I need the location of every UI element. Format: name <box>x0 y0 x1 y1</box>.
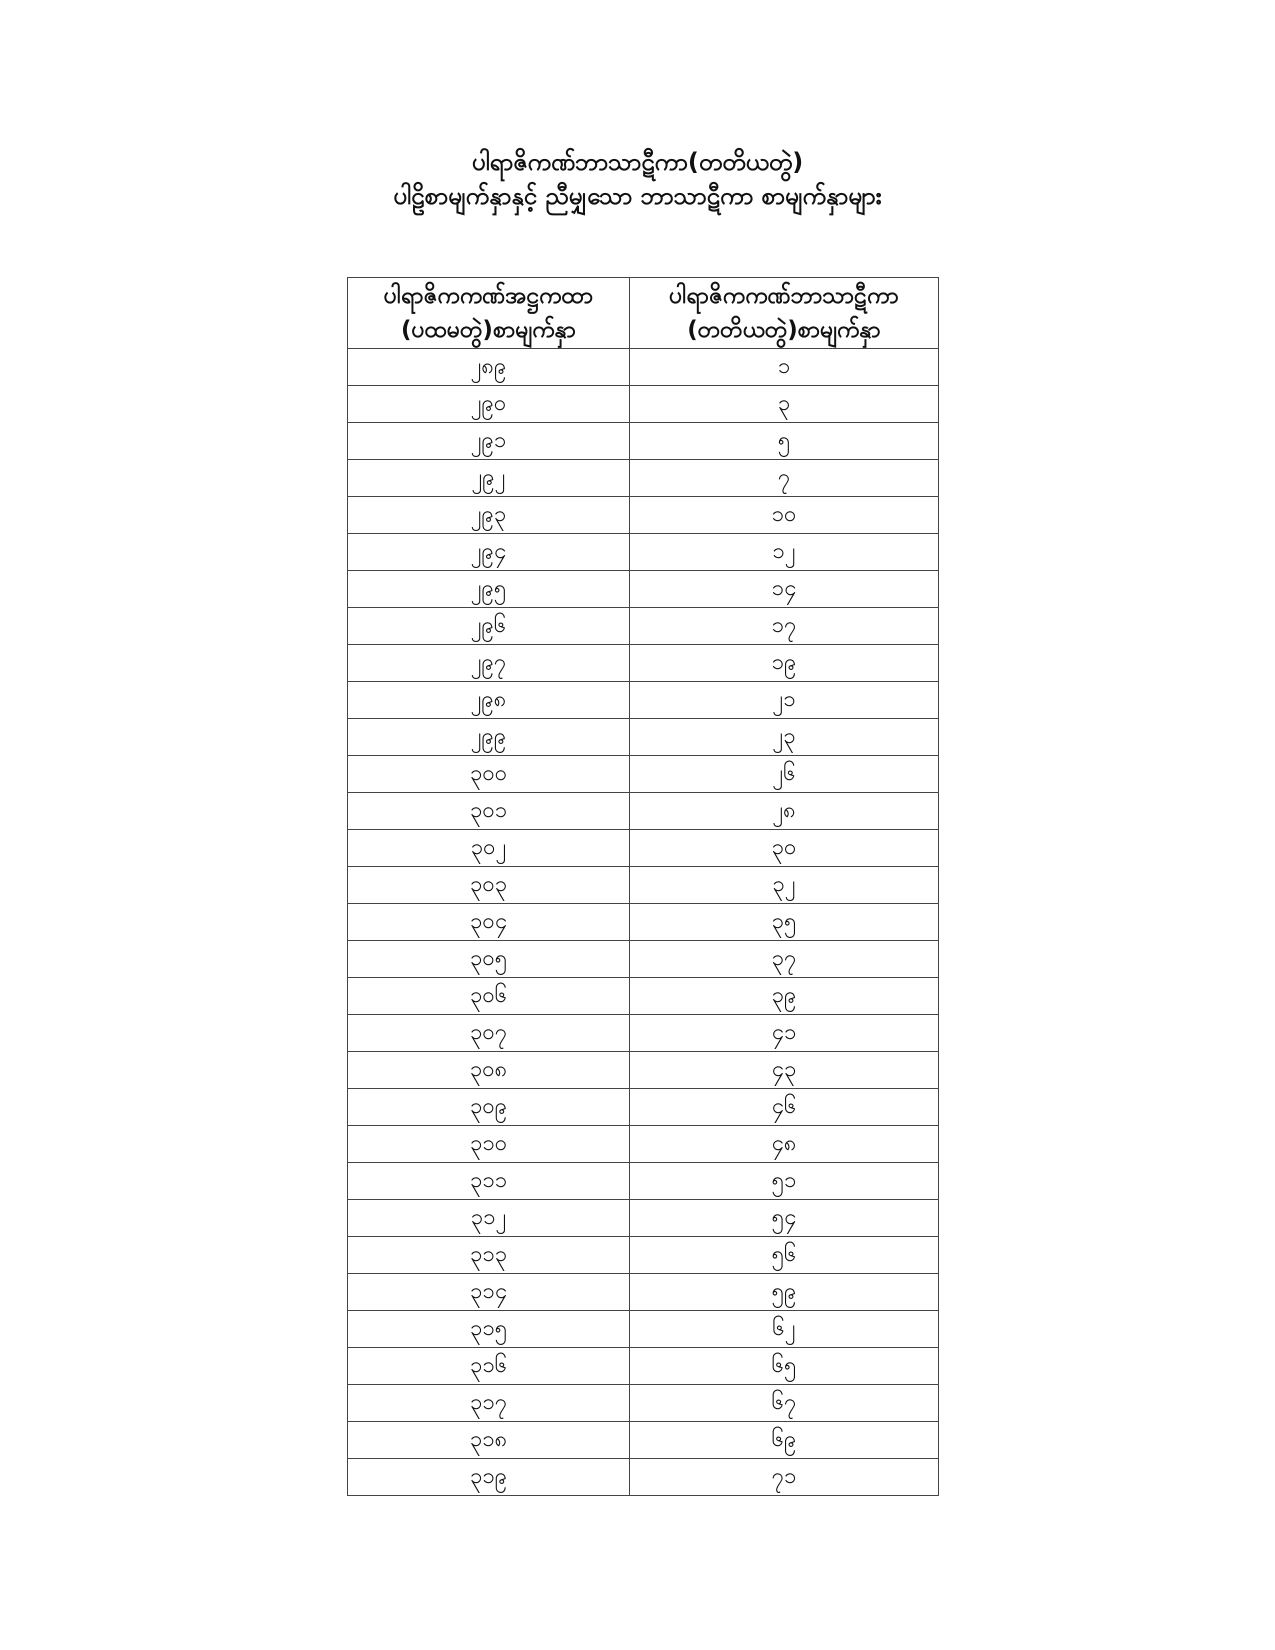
atthakatha-page-cell: ၃၁၆ <box>348 1348 630 1385</box>
table-row <box>348 719 939 756</box>
atthakatha-page-cell: ၂၉၄ <box>348 534 630 571</box>
atthakatha-page-cell: ၃၀၇ <box>348 1015 630 1052</box>
atthakatha-page-cell: ၃၁၅ <box>348 1311 630 1348</box>
table-body <box>348 349 939 1496</box>
tika-page-cell: ၄၃ <box>630 1052 939 1089</box>
table-row <box>348 1200 939 1237</box>
table-row <box>348 1348 939 1385</box>
table-row <box>348 978 939 1015</box>
tika-page-cell: ၇၁ <box>630 1459 939 1496</box>
table-row <box>348 1237 939 1274</box>
tika-page-cell: ၆၉ <box>630 1422 939 1459</box>
table-row <box>348 386 939 423</box>
tika-page-cell: ၂၁ <box>630 682 939 719</box>
table-row <box>348 1015 939 1052</box>
atthakatha-page-cell: ၂၉၅ <box>348 571 630 608</box>
column-header-tika <box>630 278 939 349</box>
table-row <box>348 1385 939 1422</box>
table-row <box>348 645 939 682</box>
tika-page-cell: ၃၂ <box>630 867 939 904</box>
tika-page-cell: ၁ <box>630 349 939 386</box>
table-row <box>348 756 939 793</box>
atthakatha-page-cell: ၂၉၆ <box>348 608 630 645</box>
table-row <box>348 1089 939 1126</box>
table-row <box>348 608 939 645</box>
atthakatha-page-cell: ၃၀၂ <box>348 830 630 867</box>
atthakatha-page-cell: ၃၀၅ <box>348 941 630 978</box>
column-header-atthakatha-line2: (ပထမတွဲ)စာမျက်နှာ <box>401 317 576 343</box>
atthakatha-page-cell: ၂၉၇ <box>348 645 630 682</box>
tika-page-cell: ၄၈ <box>630 1126 939 1163</box>
tika-page-cell: ၆၇ <box>630 1385 939 1422</box>
atthakatha-page-cell: ၂၉၈ <box>348 682 630 719</box>
tika-page-cell: ၆၅ <box>630 1348 939 1385</box>
atthakatha-page-cell: ၃၁၁ <box>348 1163 630 1200</box>
tika-page-cell: ၃ <box>630 386 939 423</box>
tika-page-cell: ၂၃ <box>630 719 939 756</box>
atthakatha-page-cell: ၃၁၀ <box>348 1126 630 1163</box>
table-row <box>348 1274 939 1311</box>
atthakatha-page-cell: ၂၉၂ <box>348 460 630 497</box>
table-row <box>348 1422 939 1459</box>
table-row <box>348 1126 939 1163</box>
table-header-row <box>348 278 939 349</box>
atthakatha-page-cell: ၃၀၄ <box>348 904 630 941</box>
atthakatha-page-cell: ၃၀၁ <box>348 793 630 830</box>
atthakatha-page-cell: ၂၈၉ <box>348 349 630 386</box>
atthakatha-page-cell: ၃၁၃ <box>348 1237 630 1274</box>
table-row <box>348 571 939 608</box>
column-header-atthakatha <box>348 278 630 349</box>
tika-page-cell: ၃၀ <box>630 830 939 867</box>
atthakatha-page-cell: ၂၉၃ <box>348 497 630 534</box>
title-line-1: ပါရာဇိကဏ်ဘာသာဋီကာ(တတိယတွဲ) <box>471 148 804 176</box>
column-header-atthakatha-line1: ပါရာဇိကကဏ်အဋ္ဌကထာ <box>383 283 594 309</box>
column-header-tika-line2: (တတိယတွဲ)စာမျက်နှာ <box>687 317 881 343</box>
tika-page-cell: ၃၉ <box>630 978 939 1015</box>
table-row <box>348 793 939 830</box>
tika-page-cell: ၅၄ <box>630 1200 939 1237</box>
atthakatha-page-cell: ၃၁၇ <box>348 1385 630 1422</box>
atthakatha-page-cell: ၃၀၆ <box>348 978 630 1015</box>
title-line-2: ပါဠိစာမျက်နှာနှင့် ညီမျှသော ဘာသာဋီကာ စာမျက်နှာများ <box>393 182 882 210</box>
table-row <box>348 682 939 719</box>
table-row <box>348 1459 939 1496</box>
atthakatha-page-cell: ၃၀၀ <box>348 756 630 793</box>
tika-page-cell: ၂၆ <box>630 756 939 793</box>
atthakatha-page-cell: ၃၀၉ <box>348 1089 630 1126</box>
column-header-tika-line1: ပါရာဇိကကဏ်ဘာသာဋီကာ <box>669 283 899 309</box>
atthakatha-page-cell: ၂၉၀ <box>348 386 630 423</box>
table-row <box>348 1163 939 1200</box>
table-row <box>348 941 939 978</box>
tika-page-cell: ၁၂ <box>630 534 939 571</box>
atthakatha-page-cell: ၃၁၈ <box>348 1422 630 1459</box>
tika-page-cell: ၂၈ <box>630 793 939 830</box>
tika-page-cell: ၃၇ <box>630 941 939 978</box>
table-row <box>348 534 939 571</box>
tika-page-cell: ၃၅ <box>630 904 939 941</box>
table-row <box>348 830 939 867</box>
table-row <box>348 423 939 460</box>
tika-page-cell: ၁၀ <box>630 497 939 534</box>
atthakatha-page-cell: ၃၀၃ <box>348 867 630 904</box>
table-row <box>348 460 939 497</box>
atthakatha-page-cell: ၃၀၈ <box>348 1052 630 1089</box>
tika-page-cell: ၅၉ <box>630 1274 939 1311</box>
tika-page-cell: ၄၆ <box>630 1089 939 1126</box>
table-row <box>348 1052 939 1089</box>
table-row <box>348 904 939 941</box>
tika-page-cell: ၁၄ <box>630 571 939 608</box>
table-row <box>348 349 939 386</box>
atthakatha-page-cell: ၃၁၉ <box>348 1459 630 1496</box>
atthakatha-page-cell: ၃၁၄ <box>348 1274 630 1311</box>
tika-page-cell: ၆၂ <box>630 1311 939 1348</box>
tika-page-cell: ၁၉ <box>630 645 939 682</box>
atthakatha-page-cell: ၃၁၂ <box>348 1200 630 1237</box>
tika-page-cell: ၅ <box>630 423 939 460</box>
page-title <box>0 145 1275 213</box>
table-row <box>348 497 939 534</box>
tika-page-cell: ၅၆ <box>630 1237 939 1274</box>
page-mapping-table <box>347 277 939 1496</box>
atthakatha-page-cell: ၂၉၉ <box>348 719 630 756</box>
table-row <box>348 867 939 904</box>
tika-page-cell: ၇ <box>630 460 939 497</box>
tika-page-cell: ၁၇ <box>630 608 939 645</box>
table-row <box>348 1311 939 1348</box>
atthakatha-page-cell: ၂၉၁ <box>348 423 630 460</box>
tika-page-cell: ၅၁ <box>630 1163 939 1200</box>
tika-page-cell: ၄၁ <box>630 1015 939 1052</box>
